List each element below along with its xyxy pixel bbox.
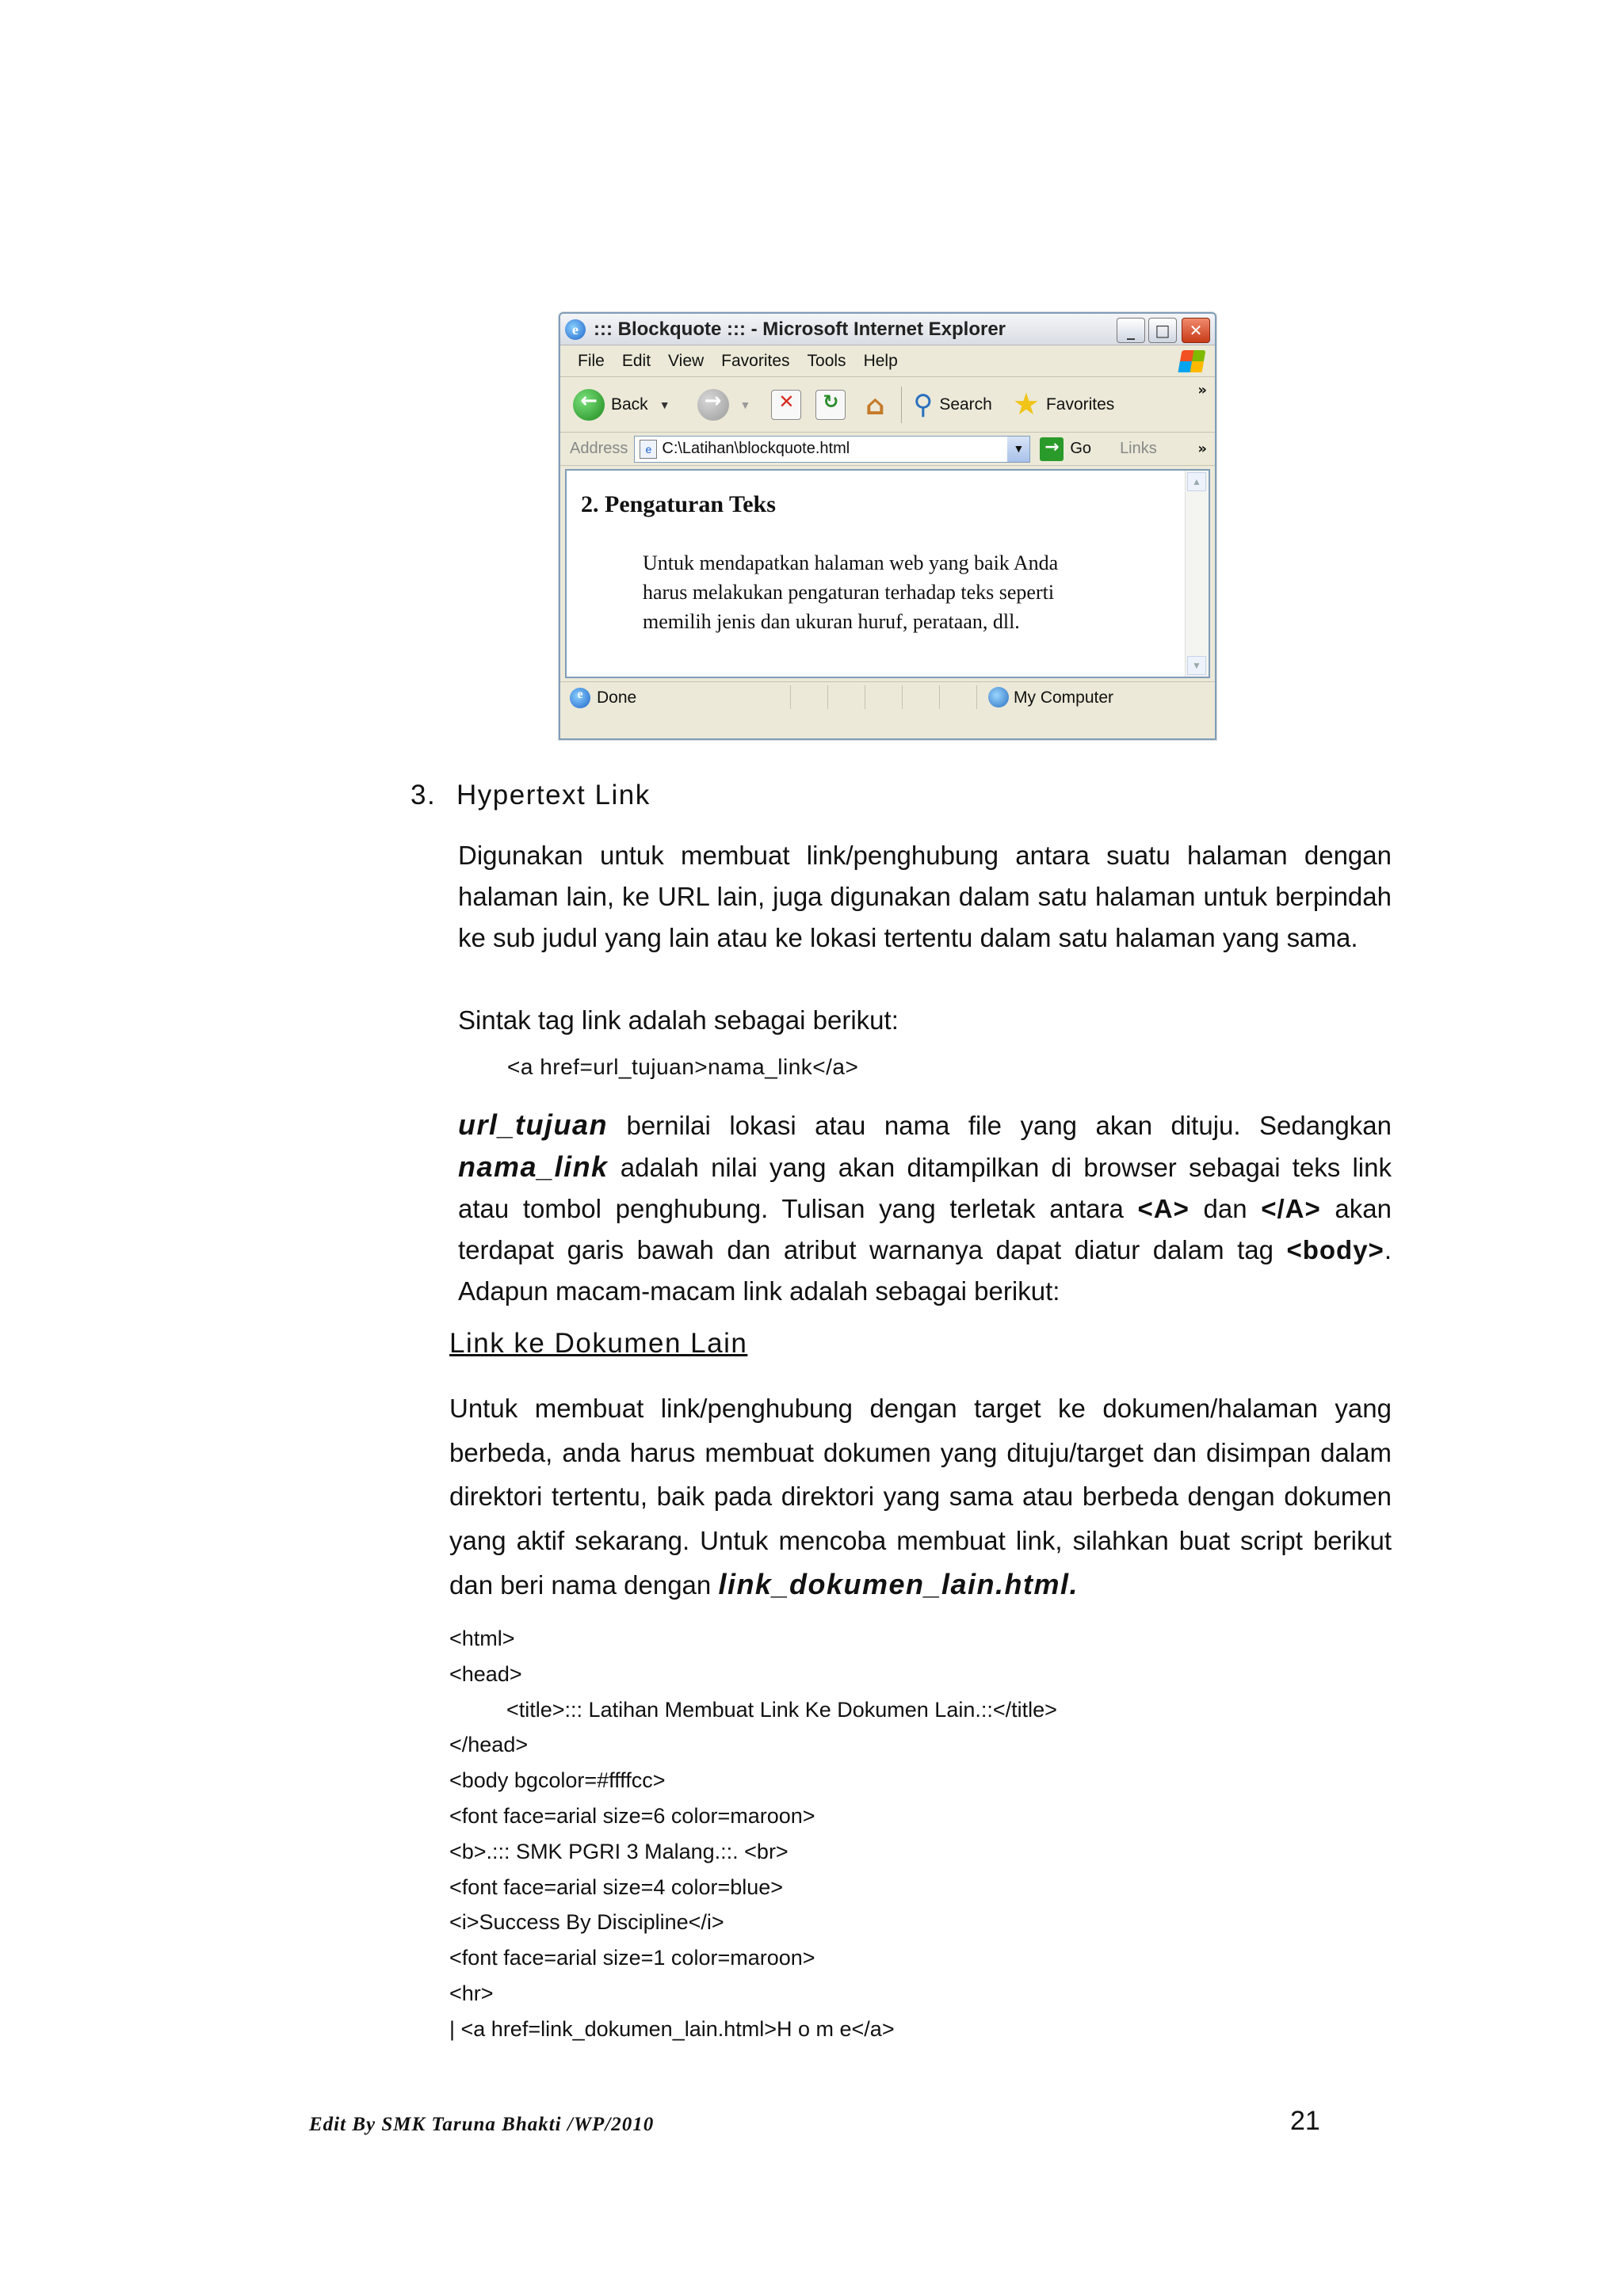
back-label: Back <box>611 395 648 414</box>
go-arrow-icon: → <box>1040 437 1064 461</box>
browser-content-area <box>565 469 1210 678</box>
code-line: <font face=arial size=1 color=maroon> <box>449 1946 815 1970</box>
code-line: <b>.::: SMK PGRI 3 Malang.::. <br> <box>449 1839 789 1863</box>
scroll-up-icon: ▲ <box>1187 472 1206 491</box>
tag-a-open: <A> <box>1137 1194 1190 1223</box>
search-icon: ⚲ <box>913 389 934 420</box>
back-arrow-icon: ← <box>573 389 605 421</box>
page-done-icon: e <box>570 688 590 708</box>
links-overflow-icon: » <box>1197 441 1207 457</box>
zone-label: My Computer <box>1014 688 1114 707</box>
text-run: Untuk membuat link/penghubung dengan target ke dokumen/halaman yang berbeda, anda harus membuat dokumen yang dituju/target dan disimpan dalam direktori tertentu, baik pada direktori yang sama atau berbeda dengan dokumen yang aktif sekarang. Untuk mencoba membuat link, silahkan buat script berikut dan beri nama dengan <box>449 1394 1392 1600</box>
browser-title-bar <box>560 314 1215 345</box>
code-line: <head> <box>449 1661 522 1686</box>
document-link-paragraph <box>449 1386 1392 1608</box>
favorites-star-icon: ★ <box>1012 388 1040 421</box>
code-listing <box>449 1621 1057 2047</box>
status-bar <box>560 681 1215 713</box>
code-line: | <a href=link_dokumen_lain.html>H o m e</a> <box>449 2016 895 2041</box>
status-cells <box>790 685 980 709</box>
text-run: akan terdapat garis bawah dan atribut warnanya dapat diatur dalam tag <box>458 1194 1392 1264</box>
syntax-code: <a href=url_tujuan>nama_link</a> <box>507 1055 859 1079</box>
refresh-icon: ↻ <box>815 390 846 420</box>
internet-explorer-icon: e <box>565 319 586 340</box>
address-field <box>634 436 1030 463</box>
forward-dropdown-icon: ▼ <box>739 398 751 411</box>
back-dropdown-icon: ▼ <box>659 398 670 411</box>
subsection-heading: Link ke Dokumen Lain <box>449 1328 748 1359</box>
go-label: Go <box>1070 440 1092 457</box>
vertical-scrollbar <box>1185 471 1209 677</box>
code-line: <title>::: Latihan Membuat Link Ke Dokumen Lain.::</title> <box>506 1697 1057 1722</box>
content-line: memilih jenis dan ukuran huruf, perataan, dll. <box>643 610 1020 633</box>
maximize-icon: □ <box>1148 318 1177 343</box>
code-line: <hr> <box>449 1981 494 2005</box>
text-run: . Adapun macam-macam link adalah sebagai berikut: <box>458 1235 1392 1306</box>
explanation-paragraph <box>458 1104 1392 1312</box>
address-dropdown-icon: ▼ <box>1007 437 1029 462</box>
code-line: <html> <box>449 1627 515 1650</box>
minimize-icon: _ <box>1117 318 1145 343</box>
section-number: 3. <box>411 780 437 810</box>
browser-screenshot <box>559 312 1216 740</box>
favorites-label: Favorites <box>1045 395 1115 414</box>
menu-tools: Tools <box>807 351 846 370</box>
my-computer-icon <box>988 687 1009 707</box>
browser-menu-bar <box>560 345 1215 377</box>
address-value: C:\Latihan\blockquote.html <box>662 440 850 457</box>
menu-file: File <box>578 351 605 370</box>
section-title: Hypertext Link <box>456 780 651 810</box>
code-line: <font face=arial size=6 color=maroon> <box>449 1803 815 1828</box>
content-line: Untuk mendapatkan halaman web yang baik Anda <box>643 551 1059 574</box>
page-icon: e <box>640 440 657 459</box>
text-run: adalah nilai yang akan ditampilkan di browser sebagai teks link atau tombol penghubung. Tulisan yang terletak antara <box>458 1153 1392 1223</box>
code-line: </head> <box>449 1733 529 1757</box>
footer-credit: Edit By SMK Taruna Bhakti /WP/2010 <box>309 2114 655 2135</box>
intro-paragraph: Digunakan untuk membuat link/penghubung antara suatu halaman dengan halaman lain, ke URL lain, juga digunakan dalam satu halaman untuk berpindah ke sub judul yang lain atau ke lokasi tertentu dalam satu halaman yang sama. <box>458 841 1392 952</box>
browser-toolbar <box>560 377 1215 433</box>
links-label: Links <box>1120 440 1157 457</box>
menu-edit: Edit <box>621 351 651 370</box>
code-line: <font face=arial size=4 color=blue> <box>449 1875 784 1899</box>
status-text: Done <box>597 688 637 707</box>
home-icon: ⌂ <box>865 389 885 421</box>
file-name: link_dokumen_lain.html. <box>718 1568 1079 1600</box>
scroll-down-icon: ▼ <box>1187 656 1206 675</box>
windows-logo-icon <box>1178 350 1206 372</box>
toolbar-overflow-icon: » <box>1197 382 1207 399</box>
text-run: dan <box>1189 1194 1262 1223</box>
section-heading <box>411 780 651 811</box>
term-nama-link: nama_link <box>458 1150 609 1183</box>
address-label: Address <box>570 440 628 457</box>
tag-body: <body> <box>1286 1235 1384 1264</box>
syntax-intro: Sintak tag link adalah sebagai berikut: <box>458 1005 899 1035</box>
content-line: harus melakukan pengaturan terhadap teks seperti <box>643 581 1055 604</box>
browser-window-title: ::: Blockquote ::: - Microsoft Internet Explorer <box>594 318 1006 340</box>
text-run: bernilai lokasi atau nama file yang akan dituju. Sedangkan <box>608 1111 1392 1140</box>
menu-favorites: Favorites <box>721 351 790 370</box>
address-bar <box>560 433 1215 466</box>
close-icon: ✕ <box>1182 318 1210 343</box>
toolbar-separator <box>901 387 902 423</box>
content-blockquote <box>643 548 1118 636</box>
stop-icon: ✕ <box>771 390 801 420</box>
page-number: 21 <box>1290 2106 1320 2136</box>
forward-arrow-icon: → <box>697 389 729 421</box>
content-heading: 2. Pengaturan Teks <box>581 491 776 517</box>
tag-a-close: </A> <box>1261 1194 1321 1223</box>
search-label: Search <box>939 395 992 414</box>
menu-view: View <box>668 351 705 370</box>
code-line: <i>Success By Discipline</i> <box>449 1910 724 1935</box>
code-line: <body bgcolor=#ffffcc> <box>449 1768 666 1793</box>
menu-help: Help <box>863 351 898 370</box>
term-url-tujuan: url_tujuan <box>458 1108 609 1141</box>
